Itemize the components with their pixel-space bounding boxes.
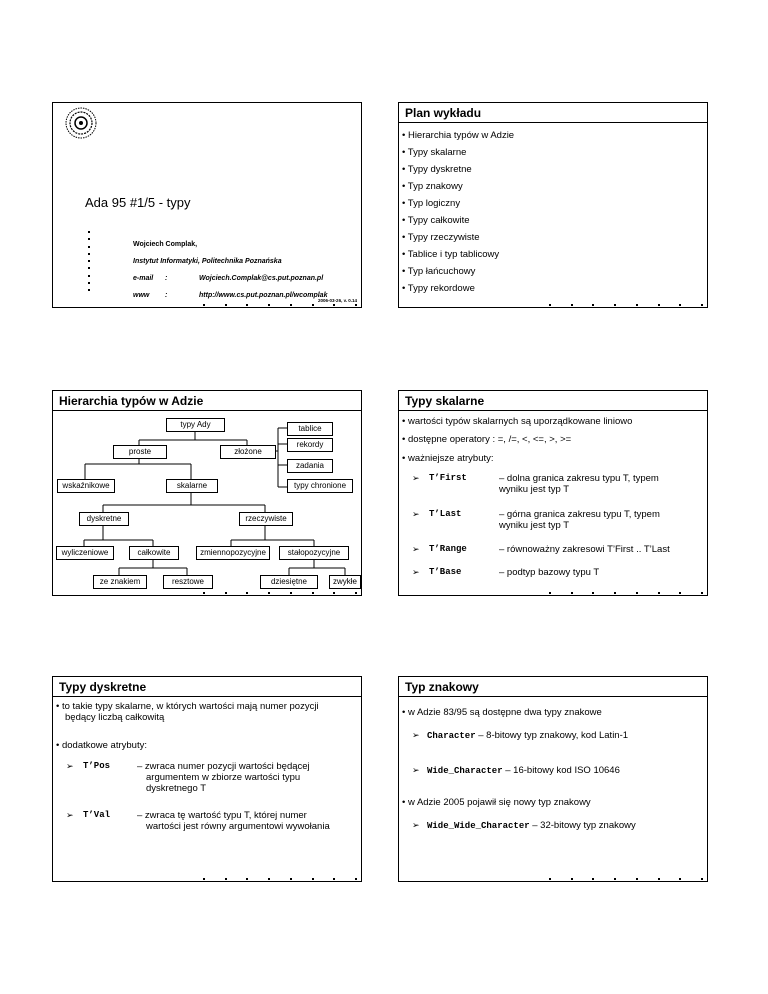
- bullet-continuation: będący liczbą całkowitą: [65, 712, 165, 723]
- arrow-bullet-icon: ➢: [412, 473, 420, 483]
- bottom-dots-decoration: [549, 878, 703, 883]
- attribute-name: T’Base: [429, 567, 462, 577]
- bullet: • wartości typów skalarnych są uporządkowane liniowo: [402, 416, 633, 427]
- vertical-dots-decoration: [88, 231, 92, 291]
- plan-item: • Typy skalarne: [402, 147, 467, 158]
- arrow-bullet-icon: ➢: [412, 730, 420, 740]
- bullet: • dostępne operatory : =, /=, <, <=, >, >=: [402, 434, 572, 445]
- bullet: • ważniejsze atrybuty:: [402, 453, 494, 464]
- arrow-bullet-icon: ➢: [412, 509, 420, 519]
- char-type-line: [427, 730, 628, 742]
- tree-node-proste: proste: [113, 445, 167, 459]
- www-label: www: [133, 292, 150, 299]
- title-divider: [399, 122, 707, 123]
- slide-title: Typy dyskretne: [59, 680, 147, 694]
- attribute-desc: – dolna granica zakresu typu T, typem wyniku jest typ T: [499, 473, 659, 495]
- attribute-desc: – równoważny zakresowi T’First .. T’Last: [499, 544, 670, 555]
- plan-item: • Typy dyskretne: [402, 164, 472, 175]
- arrow-bullet-icon: ➢: [412, 765, 420, 775]
- presentation-title: Ada 95 #1/5 - typy: [85, 195, 191, 210]
- tree-node-dziesietne: dziesiętne: [260, 575, 318, 589]
- type-name: Wide_Wide_Character: [427, 821, 530, 831]
- tree-node-rekordy: rekordy: [287, 438, 333, 452]
- plan-item: • Typy rzeczywiste: [402, 232, 480, 243]
- version-text: 2006-03-26, v. 0.14: [318, 298, 357, 303]
- type-desc: – 8-bitowy typ znakowy, kod Latin-1: [475, 730, 629, 741]
- bottom-dots-decoration: [203, 304, 357, 309]
- bullet: • w Adzie 2005 pojawił się nowy typ znakowy: [402, 797, 591, 808]
- bottom-dots-decoration: [203, 592, 357, 597]
- author-name: Wojciech Complak,: [133, 241, 198, 248]
- institute-name: Instytut Informatyki, Politechnika Poznańska: [133, 258, 282, 265]
- attribute-desc: wartości jest równy argumentowi wywołania: [146, 821, 330, 832]
- title-divider: [53, 696, 361, 697]
- slide-title: Typ znakowy: [405, 680, 479, 694]
- char-type-line: [427, 765, 620, 777]
- slide-title: Typy skalarne: [405, 394, 485, 408]
- attribute-desc: – zwraca numer pozycji wartości będącej: [137, 761, 310, 772]
- bullet: • w Adzie 83/95 są dostępne dwa typy znakowe: [402, 707, 602, 718]
- arrow-bullet-icon: ➢: [412, 567, 420, 577]
- plan-item: • Tablice i typ tablicowy: [402, 249, 500, 260]
- type-desc: – 32-bitowy typ znakowy: [529, 820, 636, 831]
- attribute-name: T’Pos: [83, 761, 111, 771]
- attribute-desc: – górna granica zakresu typu T, typem wyniku jest typ T: [499, 509, 660, 531]
- tree-node-rzeczywiste: rzeczywiste: [239, 512, 293, 526]
- slide-title: Plan wykładu: [405, 106, 482, 120]
- tree-node-zadania: zadania: [287, 459, 333, 473]
- tree-node-ze-znakiem: ze znakiem: [93, 575, 147, 589]
- arrow-bullet-icon: ➢: [412, 820, 420, 830]
- plan-item: • Typ znakowy: [402, 181, 463, 192]
- tree-node-tablice: tablice: [287, 422, 333, 436]
- attribute-name: T’First: [429, 473, 467, 483]
- email-separator: :: [165, 275, 168, 282]
- tree-node-chronione: typy chronione: [287, 479, 353, 493]
- tree-node-zwykle: zwykłe: [329, 575, 361, 589]
- bottom-dots-decoration: [549, 592, 703, 597]
- attribute-name: T’Range: [429, 544, 467, 554]
- tree-node-calkowite: całkowite: [129, 546, 179, 560]
- www-separator: :: [165, 292, 168, 299]
- title-slide: [52, 102, 362, 308]
- title-divider: [399, 696, 707, 697]
- attribute-name: T’Val: [83, 810, 111, 820]
- scalar-types-slide: [398, 390, 708, 596]
- bullet: • dodatkowe atrybuty:: [56, 740, 147, 751]
- slide-title: Hierarchia typów w Adzie: [59, 394, 204, 408]
- attribute-desc: – podtyp bazowy typu T: [499, 567, 600, 578]
- university-seal-icon: [65, 107, 97, 139]
- char-type-line: [427, 820, 636, 832]
- discrete-types-slide: [52, 676, 362, 882]
- attribute-name: T’Last: [429, 509, 462, 519]
- tree-node-zmiennopozycyjne: zmiennopozycyjne: [196, 546, 270, 560]
- type-name: Wide_Character: [427, 766, 503, 776]
- tree-node-dyskretne: dyskretne: [79, 512, 129, 526]
- arrow-bullet-icon: ➢: [66, 761, 74, 771]
- type-desc: – 16-bitowy kod ISO 10646: [502, 765, 620, 776]
- attribute-desc: – zwraca tę wartość typu T, której numer: [137, 810, 307, 821]
- bottom-dots-decoration: [549, 304, 703, 309]
- attribute-desc: dyskretnego T: [146, 783, 207, 794]
- plan-item: • Typ logiczny: [402, 198, 461, 209]
- tree-node-zlozone: złożone: [220, 445, 276, 459]
- email-label: e-mail: [133, 275, 154, 282]
- email-address: Wojciech.Complak@cs.put.poznan.pl: [199, 275, 324, 282]
- type-name: Character: [427, 731, 476, 741]
- tree-node-wyliczeniowe: wyliczeniowe: [56, 546, 114, 560]
- plan-item: • Typy rekordowe: [402, 283, 475, 294]
- title-divider: [399, 410, 707, 411]
- bullet: • to takie typy skalarne, w których wartości mają numer pozycji: [56, 701, 319, 712]
- plan-item: • Typy całkowite: [402, 215, 470, 226]
- tree-node-wskaznikowe: wskaźnikowe: [57, 479, 115, 493]
- bottom-dots-decoration: [203, 878, 357, 883]
- hierarchy-slide: [52, 390, 362, 596]
- tree-node-stalopozycyjne: stałopozycyjne: [279, 546, 349, 560]
- www-address: http://www.cs.put.poznan.pl/wcomplak: [199, 292, 328, 299]
- character-type-slide: [398, 676, 708, 882]
- plan-slide: [398, 102, 708, 308]
- tree-node-skalarne: skalarne: [166, 479, 218, 493]
- arrow-bullet-icon: ➢: [66, 810, 74, 820]
- plan-item: • Hierarchia typów w Adzie: [402, 130, 515, 141]
- tree-node-resztowe: resztowe: [163, 575, 213, 589]
- attribute-desc: argumentem w zbiorze wartości typu: [146, 772, 301, 783]
- arrow-bullet-icon: ➢: [412, 544, 420, 554]
- plan-item: • Typ łańcuchowy: [402, 266, 476, 277]
- tree-node-root: typy Ady: [166, 418, 225, 432]
